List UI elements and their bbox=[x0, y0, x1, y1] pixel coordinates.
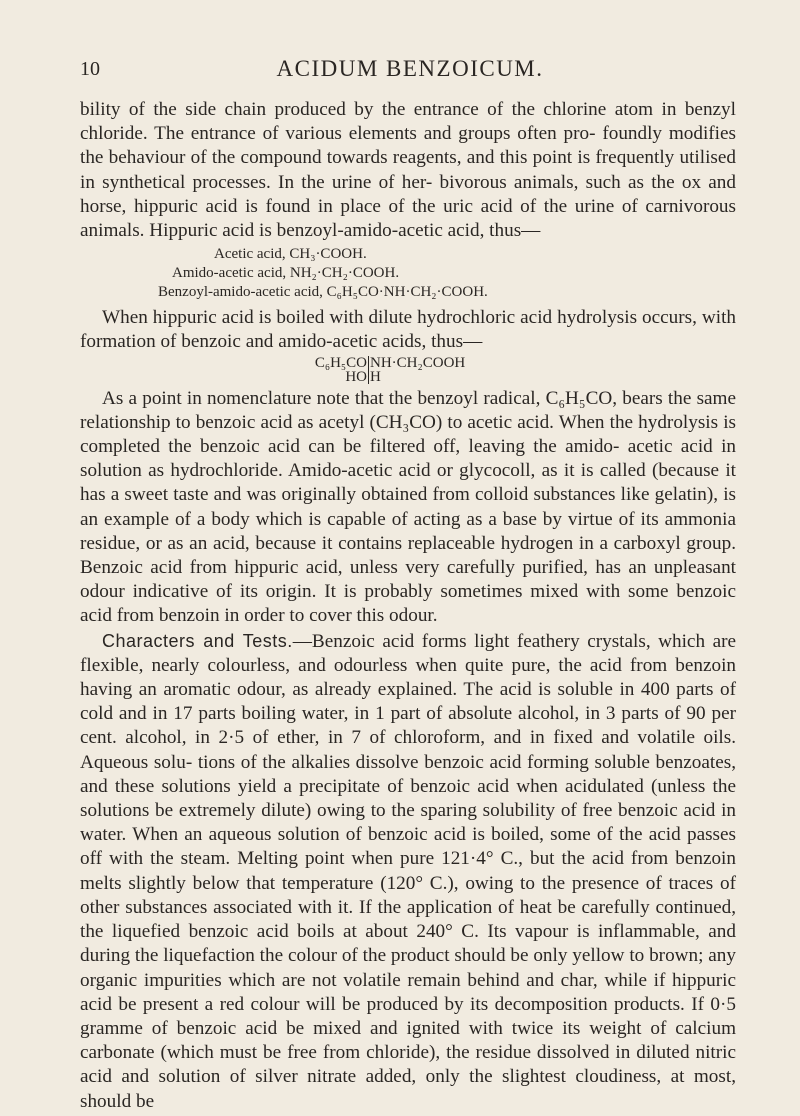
page-number: 10 bbox=[80, 58, 100, 80]
scheme-glycine-part: NH·CH₂COOH bbox=[370, 354, 466, 371]
paragraph-characters-and-tests bbox=[80, 629, 736, 1114]
paragraph-nomenclature: As a point in nomenclature note that the benzoyl radical, C₆H₅CO, bears the same relationship to benzoic acid as acetyl (CH₃CO) to acetic acid. When the hydrolysis is completed the benzoic acid can be filtered off, leaving the amido- acetic acid in solution as hydrochloride. Amido-acetic acid or glycocoll, as it is called (because it has a sweet taste and was originally obtained from colloid substances like gelatin), is an example of a body which is capable of acting as a base by virtue of its ammonia residue, or as an acid, because it contains replaceable hydrogen in a carboxyl group. Benzoic acid from hippuric acid, unless very carefully purified, has an unpleasant odour indicative of its origin. It is probably sometimes mixed with some benzoic acid from benzoin in order to cover this odour. bbox=[80, 387, 736, 627]
scheme-hydrogen: H bbox=[370, 368, 381, 385]
formula-list bbox=[158, 245, 736, 302]
formula-benzoyl-amido-acetic-acid: Benzoyl-amido-acetic acid, C₆H₅CO·NH·CH₂·COOH. bbox=[158, 284, 488, 301]
formula-acetic-acid: Acetic acid, CH₃·COOH. bbox=[214, 246, 367, 263]
scheme-hydroxyl: HO bbox=[292, 370, 369, 384]
hydrolysis-scheme bbox=[292, 356, 736, 384]
paragraph-hydrolysis: When hippuric acid is boiled with dilute hydrochloric acid hydrolysis occurs, with formation of benzoic and amido-acetic acids, thus— bbox=[80, 307, 736, 353]
scheme-benzoyl: C₆H₅CO bbox=[292, 356, 369, 370]
formula-amido-acetic-acid: Amido-acetic acid, NH₂·CH₂·COOH. bbox=[172, 265, 400, 282]
page-header bbox=[80, 56, 740, 86]
scheme-line-1 bbox=[292, 356, 736, 370]
characters-and-tests-text: —Benzoic acid forms light feathery crystals, which are flexible, nearly colourless, and odourless when quite pure, the acid from benzoin having an aromatic odour, as already explained. The acid is soluble in 400 parts of cold and in 17 parts boiling water, in 1 part of absolute alcohol, in 3 parts of 90 per cent. alcohol, in 2·5 of ether, in 7 of chloroform, and in fixed and volatile oils. Aqueous solu- tions of the alkalies dissolve benzoic acid forming soluble benzoates, and these solutions yield a precipitate of benzoic acid when acidulated (unless the solutions be extremely dilute) owing to the sparing solubility of free benzoic acid in water. When an aqueous solution of benzoic acid is boiled, some of the acid passes off with the steam. Melting point when pure 121·4° C., but the acid from benzoin melts slightly below that temperature (120° C.), owing to the presence of traces of other substances associated with it. If the application of heat be carefully continued, the liquefied benzoic acid boils at about 240° C. Its vapour is inflammable, and during the liquefaction the colour of the product should be only yellow to brown; any organic impurities which are not volatile remain behind and char, while if hippuric acid be present a red colour will be produced by its decomposition products. If 0·5 gramme of benzoic acid be mixed and ignited with twice its weight of calcium carbonate (which must be free from chloride), the residue dissolved in diluted nitric acid and solution of silver nitrate added, only the slightest cloudiness, at most, should be bbox=[80, 630, 736, 1112]
scheme-line-2 bbox=[292, 370, 736, 384]
running-title: ACIDUM BENZOICUM. bbox=[276, 56, 544, 81]
section-heading-characters-and-tests: Characters and Tests. bbox=[102, 630, 293, 651]
paragraph-hippuric-intro: bility of the side chain produced by the entrance of the chlorine atom in benzyl chloride. The entrance of various elements and groups often pro- foundly modifies the behaviour of the compound towards reagents, and this point is frequently utilised in synthetical processes. In the urine of her- bivorous animals, such as the ox and horse, hippuric acid is found in place of the uric acid of the urine of carnivorous animals. Hippuric acid is benzoyl-amido-acetic acid, thus— bbox=[80, 99, 736, 242]
body-text bbox=[80, 98, 736, 1114]
